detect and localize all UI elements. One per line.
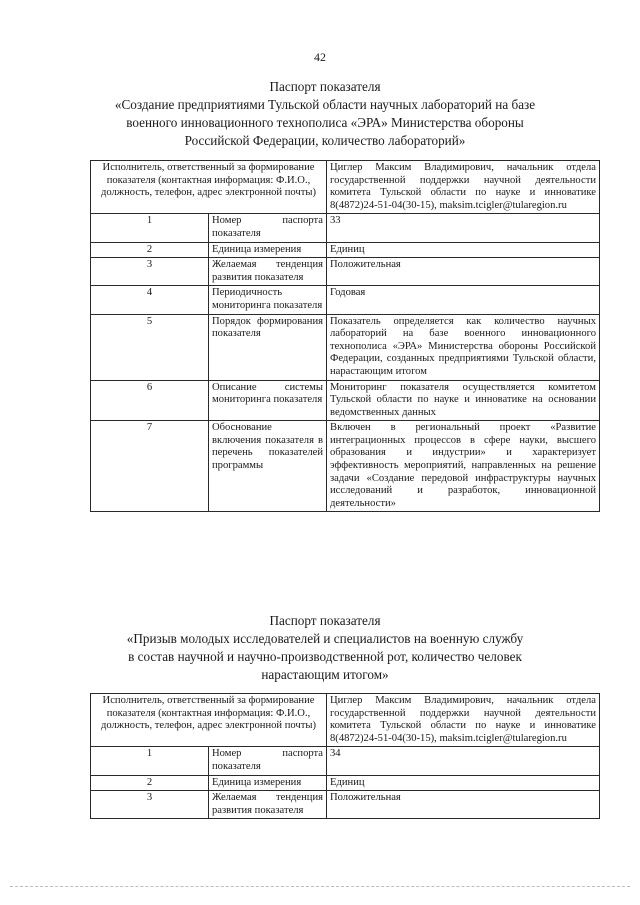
page-number: 42 [314,50,326,64]
table-row [91,775,600,791]
row-label: Номер паспорта показателя [209,747,327,775]
row-number: 4 [91,286,209,314]
row-value: Включен в региональный проект «Развитие интеграционных процессов в сфере науки, высшего образования и индустрии» и характеризует эффективность мероприятий, направленных на решение задачи «Создание передовой инфраструктуры научных исследований и разработок, инновационной деятельности» [327,421,600,512]
passport-2-title-line-4: нарастающим итогом» [261,667,389,682]
table-row [91,258,600,286]
row-number: 1 [91,214,209,242]
passport-2-title-line-3: в состав научной и научно-производственной рот, количество человек [128,649,522,664]
row-label: Желаемая тенденция развития показателя [209,791,327,819]
passport-2-title [80,612,570,684]
row-number: 3 [91,258,209,286]
table-header-row [91,161,600,214]
row-number: 6 [91,380,209,421]
passport-1-title-line-4: Российской Федерации, количество лабораторий» [184,133,466,148]
row-value: Положительная [327,791,600,819]
executor-value: Циглер Максим Владимирович, начальник отдела государственной поддержки научной деятельности комитета Тульской области по науке и инноватике 8(4872)24-51-04(30-15), maksim.tcigler@tularegion.ru [327,161,600,214]
row-value: Годовая [327,286,600,314]
scan-edge-noise [10,886,630,889]
row-label: Периодичность мониторинга показателя [209,286,327,314]
table-row [91,380,600,421]
row-number: 3 [91,791,209,819]
row-value: Мониторинг показателя осуществляется комитетом Тульской области по науке и инноватике на основании ведомственных данных [327,380,600,421]
row-label: Обоснование включения показателя в перечень показателей программы [209,421,327,512]
row-label: Номер паспорта показателя [209,214,327,242]
executor-label: Исполнитель, ответственный за формирование показателя (контактная информация: Ф.И.О., должность, телефон, адрес электронной почты) [91,161,327,214]
passport-1-title-line-2: «Создание предприятиями Тульской области научных лабораторий на базе [114,97,536,112]
row-label: Единица измерения [209,242,327,258]
row-number: 7 [91,421,209,512]
row-value: Единиц [327,775,600,791]
row-number: 2 [91,775,209,791]
passport-2-title-line-1: Паспорт показателя [269,613,381,628]
executor-label: Исполнитель, ответственный за формирование показателя (контактная информация: Ф.И.О., должность, телефон, адрес электронной почты) [91,694,327,747]
passport-1-title [80,78,570,150]
table-row [91,314,600,380]
row-value: 33 [327,214,600,242]
row-value: Положительная [327,258,600,286]
passport-1-title-line-3: военного инновационного технополиса «ЭРА» Министерства обороны [126,115,524,130]
row-number: 2 [91,242,209,258]
table-row [91,214,600,242]
table-row [91,242,600,258]
passport-2-title-line-2: «Призыв молодых исследователей и специалистов на военную службу [126,631,524,646]
row-label: Порядок формирования показателя [209,314,327,380]
row-label: Единица измерения [209,775,327,791]
table-header-row [91,694,600,747]
passport-2-table [90,693,600,819]
row-value: Единиц [327,242,600,258]
table-row [91,791,600,819]
row-number: 5 [91,314,209,380]
executor-value: Циглер Максим Владимирович, начальник отдела государственной поддержки научной деятельности комитета Тульской области по науке и инноватике 8(4872)24-51-04(30-15), maksim.tcigler@tularegion.ru [327,694,600,747]
row-label: Описание системы мониторинга показателя [209,380,327,421]
passport-1-table [90,160,600,512]
table-row [91,747,600,775]
row-value: Показатель определяется как количество научных лабораторий на базе военного инновационного технополиса «ЭРА» Министерства обороны Российской Федерации, созданных предприятиями Тульской области, нарастающим итогом [327,314,600,380]
table-row [91,286,600,314]
row-label: Желаемая тенденция развития показателя [209,258,327,286]
row-value: 34 [327,747,600,775]
table-row [91,421,600,512]
row-number: 1 [91,747,209,775]
passport-1-title-line-1: Паспорт показателя [269,79,381,94]
